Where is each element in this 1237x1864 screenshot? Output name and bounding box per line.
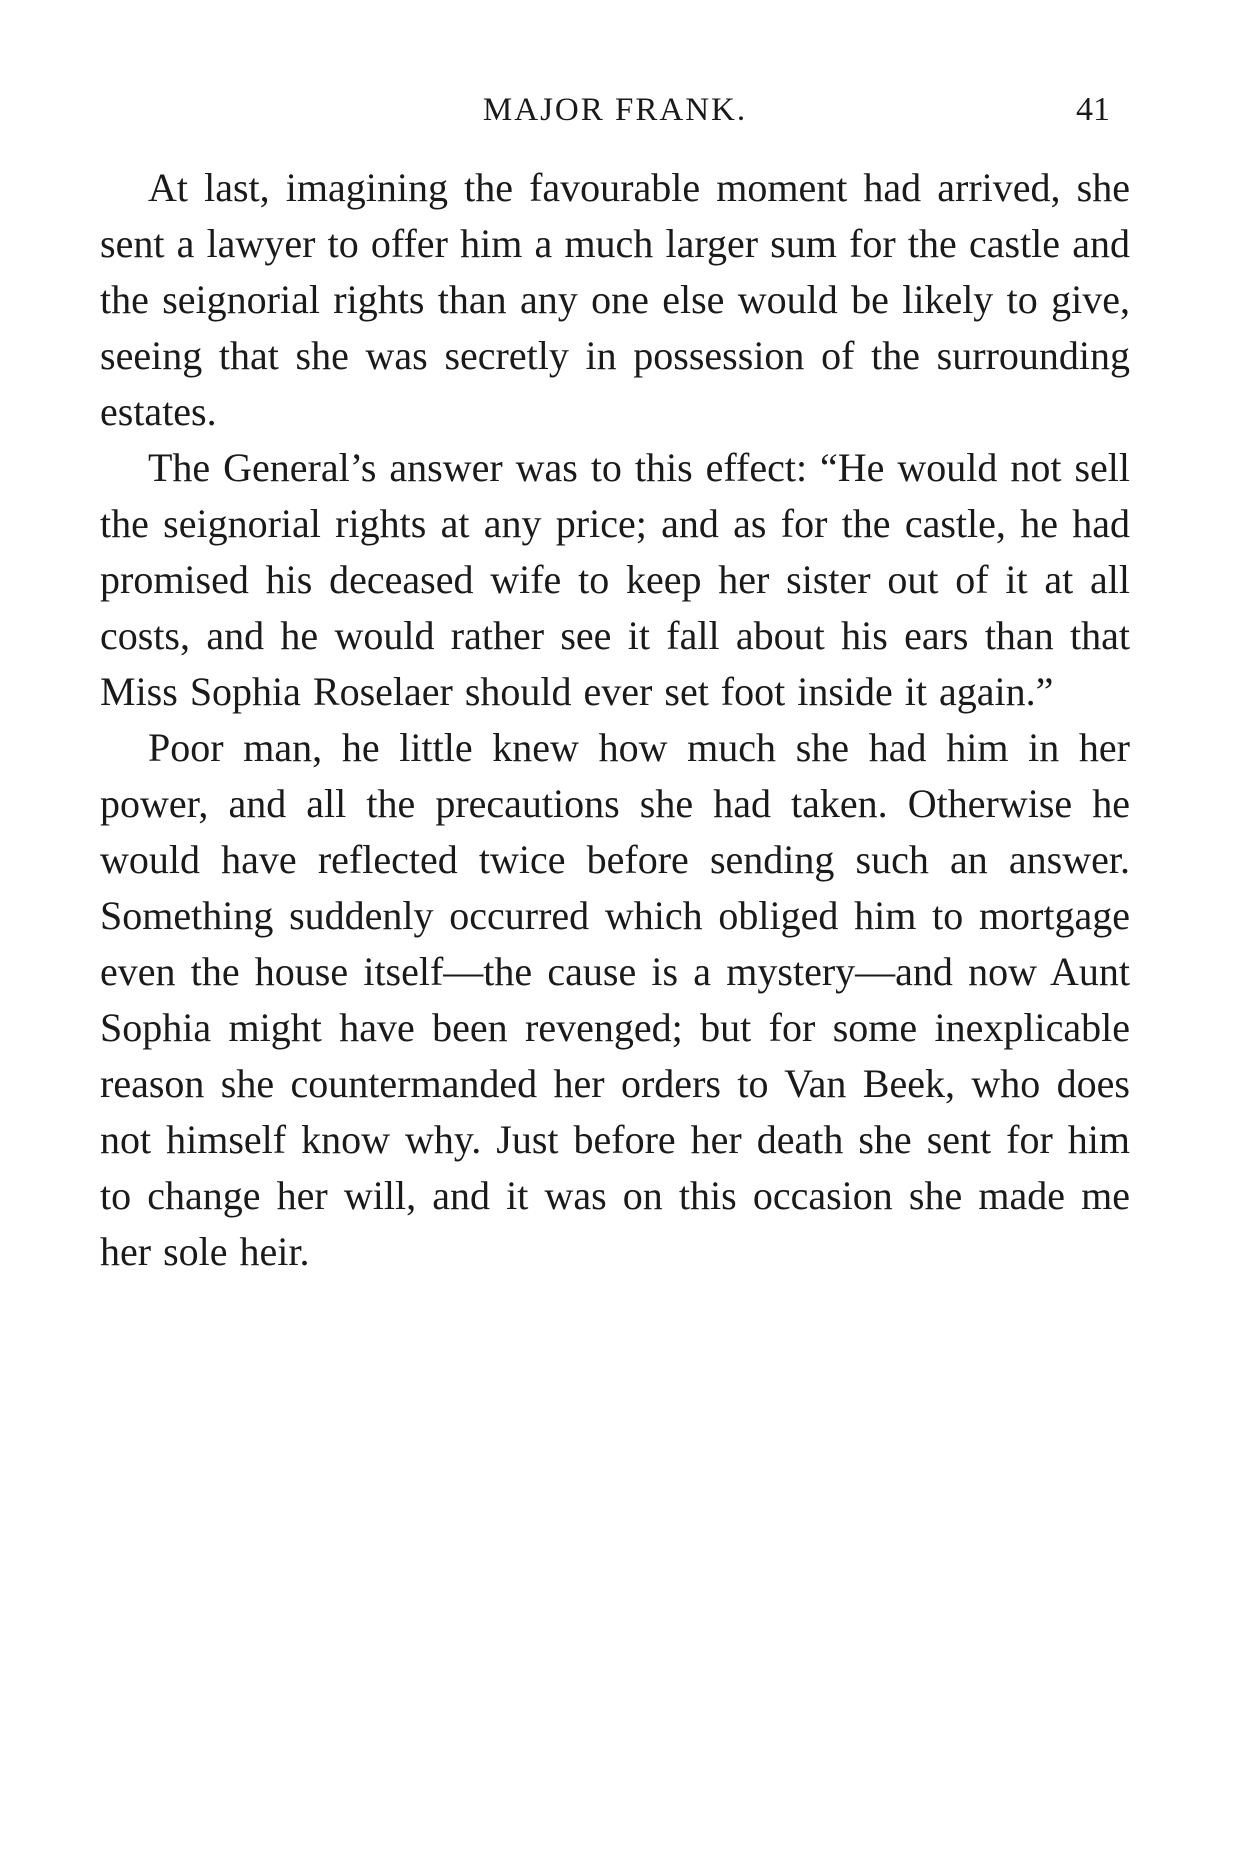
paragraph-2: The General’s answer was to this effect: “He would not sell the seignorial rights at any price; and as for the castle, he had promised his deceased wife to keep her sister out of it at all costs, and he would rather see it fall about his ears than that Miss Sophia Roselaer should ever set foot inside it again.”: [100, 445, 1130, 714]
body-text: [100, 160, 1130, 1280]
paragraph-1: At last, imagining the favourable moment had arrived, she sent a lawyer to offer him a much larger sum for the castle and the seignorial rights than any one else would be likely to give, seeing that she was secretly in possession of the surrounding estates.: [100, 165, 1130, 434]
paragraph-3: Poor man, he little knew how much she had him in her power, and all the precautions she had taken. Otherwise he would have reflected twice before sending such an answer. Something suddenly occurred which obliged him to mortgage even the house itself—the cause is a mystery—and now Aunt Sophia might have been revenged; but for some inexplicable reason she countermanded her orders to Van Beek, who does not himself know why. Just before her death she sent for him to change her will, and it was on this occasion she made me her sole heir.: [100, 725, 1130, 1274]
page-number: 41: [1076, 91, 1110, 128]
running-title: MAJOR FRANK.: [482, 92, 748, 128]
page-header: [100, 88, 1130, 132]
